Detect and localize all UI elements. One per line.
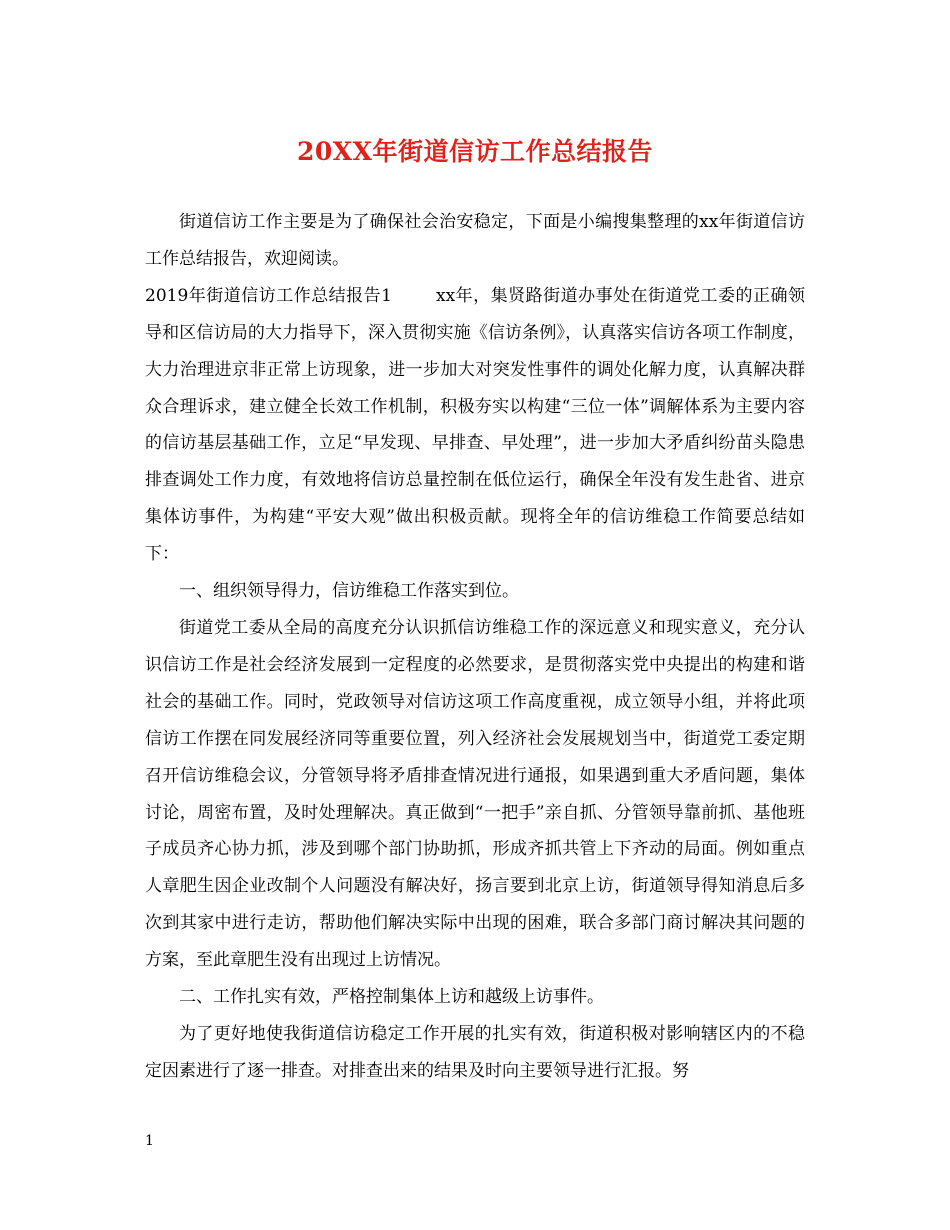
report-body: xx年，集贤路街道办事处在街道党工委的正确领导和区信访局的大力指导下，深入贯彻实施《信访条例》，认真落实信访各项工作制度，大力治理进京非正常上访现象，进一步加大对突发性事件的调处化解力度，认真解决群众合理诉求，建立健全长效工作机制，积极夯实以构建“三位一体”调解体系为主要内容的信访基层基础工作，立足“早发现、早排查、早处理”，进一步加大矛盾纠纷苗头隐患排查调处工作力度，有效地将信访总量控制在低位运行，确保全年没有发生赴省、进京集体访事件，为构建“平安大观”做出积极贡献。现将全年的信访维稳工作简要总结如下：: [145, 285, 805, 565]
page-number: 1: [145, 1133, 154, 1149]
document-body: [145, 204, 805, 1090]
section-heading-2: 二、工作扎实有效，严格控制集体上访和越级上访事件。: [179, 987, 604, 1008]
intro-paragraph: 街道信访工作主要是为了确保社会治安稳定，下面是小编搜集整理的xx年街道信访工作总结报告，欢迎阅读。: [145, 212, 805, 269]
document-title: 20XX年街道信访工作总结报告: [296, 137, 654, 166]
report-label: 2019年街道信访工作总结报告1: [145, 285, 392, 306]
section-heading-1: 一、组织领导得力，信访维稳工作落实到位。: [179, 581, 519, 602]
section-paragraph-1: 街道党工委从全局的高度充分认识抓信访维稳工作的深远意义和现实意义，充分认识信访工作是社会经济发展到一定程度的必然要求，是贯彻落实党中央提出的构建和谐社会的基础工作。同时，党政领导对信访这项工作高度重视，成立领导小组，并将此项信访工作摆在同发展经济同等重要位置，列入经济社会发展规划当中，街道党工委定期召开信访维稳会议，分管领导将矛盾排查情况进行通报，如果遇到重大矛盾问题，集体讨论，周密布置，及时处理解决。真正做到“一把手”亲自抓、分管领导靠前抓、基他班子成员齐心协力抓，涉及到哪个部门协助抓，形成齐抓共管上下齐动的局面。例如重点人章肥生因企业改制个人问题没有解决好，扬言要到北京上访，街道领导得知消息后多次到其家中进行走访，帮助他们解决实际中出现的困难，联合多部门商讨解决其问题的方案，至此章肥生没有出现过上访情况。: [145, 617, 805, 971]
report-paragraph: [145, 278, 805, 573]
section-paragraph-2: 为了更好地使我街道信访稳定工作开展的扎实有效，街道积极对影响辖区内的不稳定因素进行了逐一排查。对排查出来的结果及时向主要领导进行汇报。努: [145, 1023, 805, 1081]
